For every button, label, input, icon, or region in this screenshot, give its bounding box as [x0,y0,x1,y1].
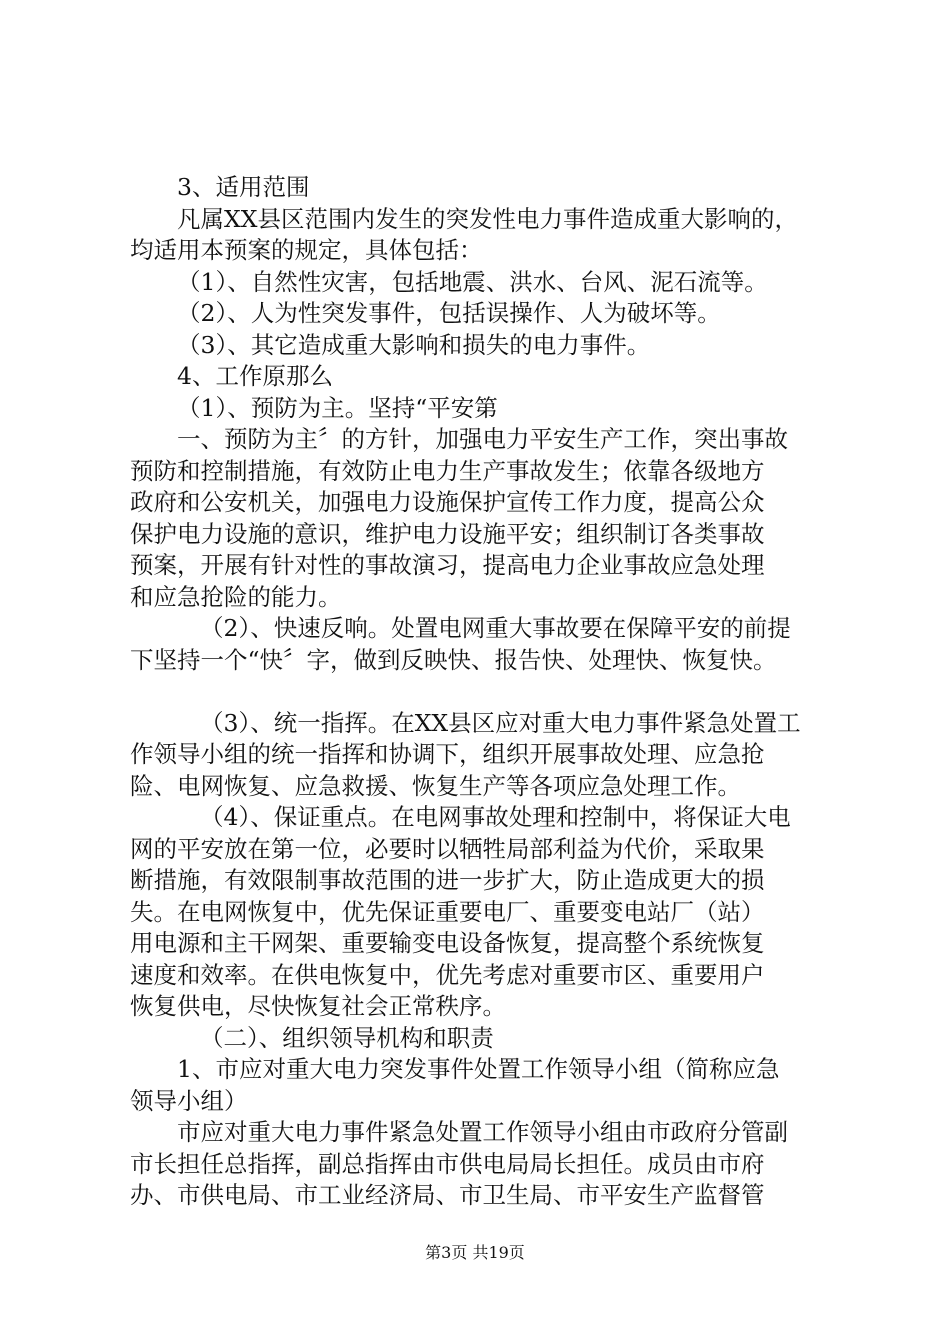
paragraph-line: 失。在电网恢复中，优先保证重要电厂、重要变电站厂（站） [130,897,765,926]
paragraph-line: 一、预防为主〞的方针，加强电力平安生产工作，突出事故 [177,425,788,453]
paragraph-line: （2）、快速反响。处置电网重大事故要在保障平安的前提 [200,614,791,642]
paragraph-line: （4）、保证重点。在电网事故处理和控制中，将保证大电 [200,803,791,831]
section-heading-principles: 4、工作原那么 [177,362,333,390]
paragraph-line: 领导小组） [130,1086,248,1115]
paragraph-line: 办、市供电局、市工业经济局、市卫生局、市平安生产监督管 [130,1181,765,1209]
paragraph-line: 1、市应对重大电力突发事件处置工作领导小组（简称应急 [177,1055,780,1083]
section-heading-organization: （二）、组织领导机构和职责 [200,1023,494,1052]
paragraph-line: 用电源和主干网架、重要输变电设备恢复，提高整个系统恢复 [130,929,765,957]
page-number-label: 第3页 共19页 [425,1243,525,1262]
paragraph-line: 均适用本预案的规定，具体包括： [130,236,483,264]
paragraph-line: 市长担任总指挥，副总指挥由市供电局局长担任。成员由市府 [130,1149,765,1178]
blank-line [130,676,830,708]
paragraph-line: 速度和效率。在供电恢复中，优先考虑对重要市区、重要用户 [130,960,765,989]
paragraph-line: （1）、预防为主。坚持“平安第 [177,393,498,422]
paragraph-line: 下坚持一个“快〞字，做到反映快、报告快、处理快、恢复快。 [130,645,777,674]
page-footer [0,1243,950,1263]
list-item: （3）、其它造成重大影响和损失的电力事件。 [177,330,651,359]
paragraph-line: 预防和控制措施，有效防止电力生产事故发生；依靠各级地方 [130,456,765,485]
paragraph-line: 断措施，有效限制事故范围的进一步扩大，防止造成更大的损 [130,866,765,894]
paragraph-line: 网的平安放在第一位，必要时以牺牲局部利益为代价，采取果 [130,834,765,863]
paragraph-line: 和应急抢险的能力。 [130,582,342,611]
paragraph-line: 凡属XX县区范围内发生的突发性电力事件造成重大影响的， [177,204,798,233]
paragraph-line: 市应对重大电力事件紧急处置工作领导小组由市政府分管副 [177,1118,788,1146]
paragraph-line: 政府和公安机关，加强电力设施保护宣传工作力度，提高公众 [130,488,765,516]
paragraph-line: 恢复供电，尽快恢复社会正常秩序。 [130,992,506,1020]
list-item: （2）、人为性突发事件，包括误操作、人为破坏等。 [177,299,721,327]
paragraph-line: 险、电网恢复、应急救援、恢复生产等各项应急处理工作。 [130,771,741,800]
paragraph-line: 作领导小组的统一指挥和协调下，组织开展事故处理、应急抢 [130,740,765,768]
list-item: （1）、自然性灾害，包括地震、洪水、台风、泥石流等。 [177,267,768,296]
document-body [130,172,830,1212]
paragraph-line: 预案，开展有针对性的事故演习，提高电力企业事故应急处理 [130,551,765,579]
paragraph-line: 保护电力设施的意识，维护电力设施平安；组织制订各类事故 [130,519,765,548]
paragraph-line: （3）、统一指挥。在XX县区应对重大电力事件紧急处置工 [200,708,801,737]
section-heading-scope: 3、适用范围 [177,173,310,201]
